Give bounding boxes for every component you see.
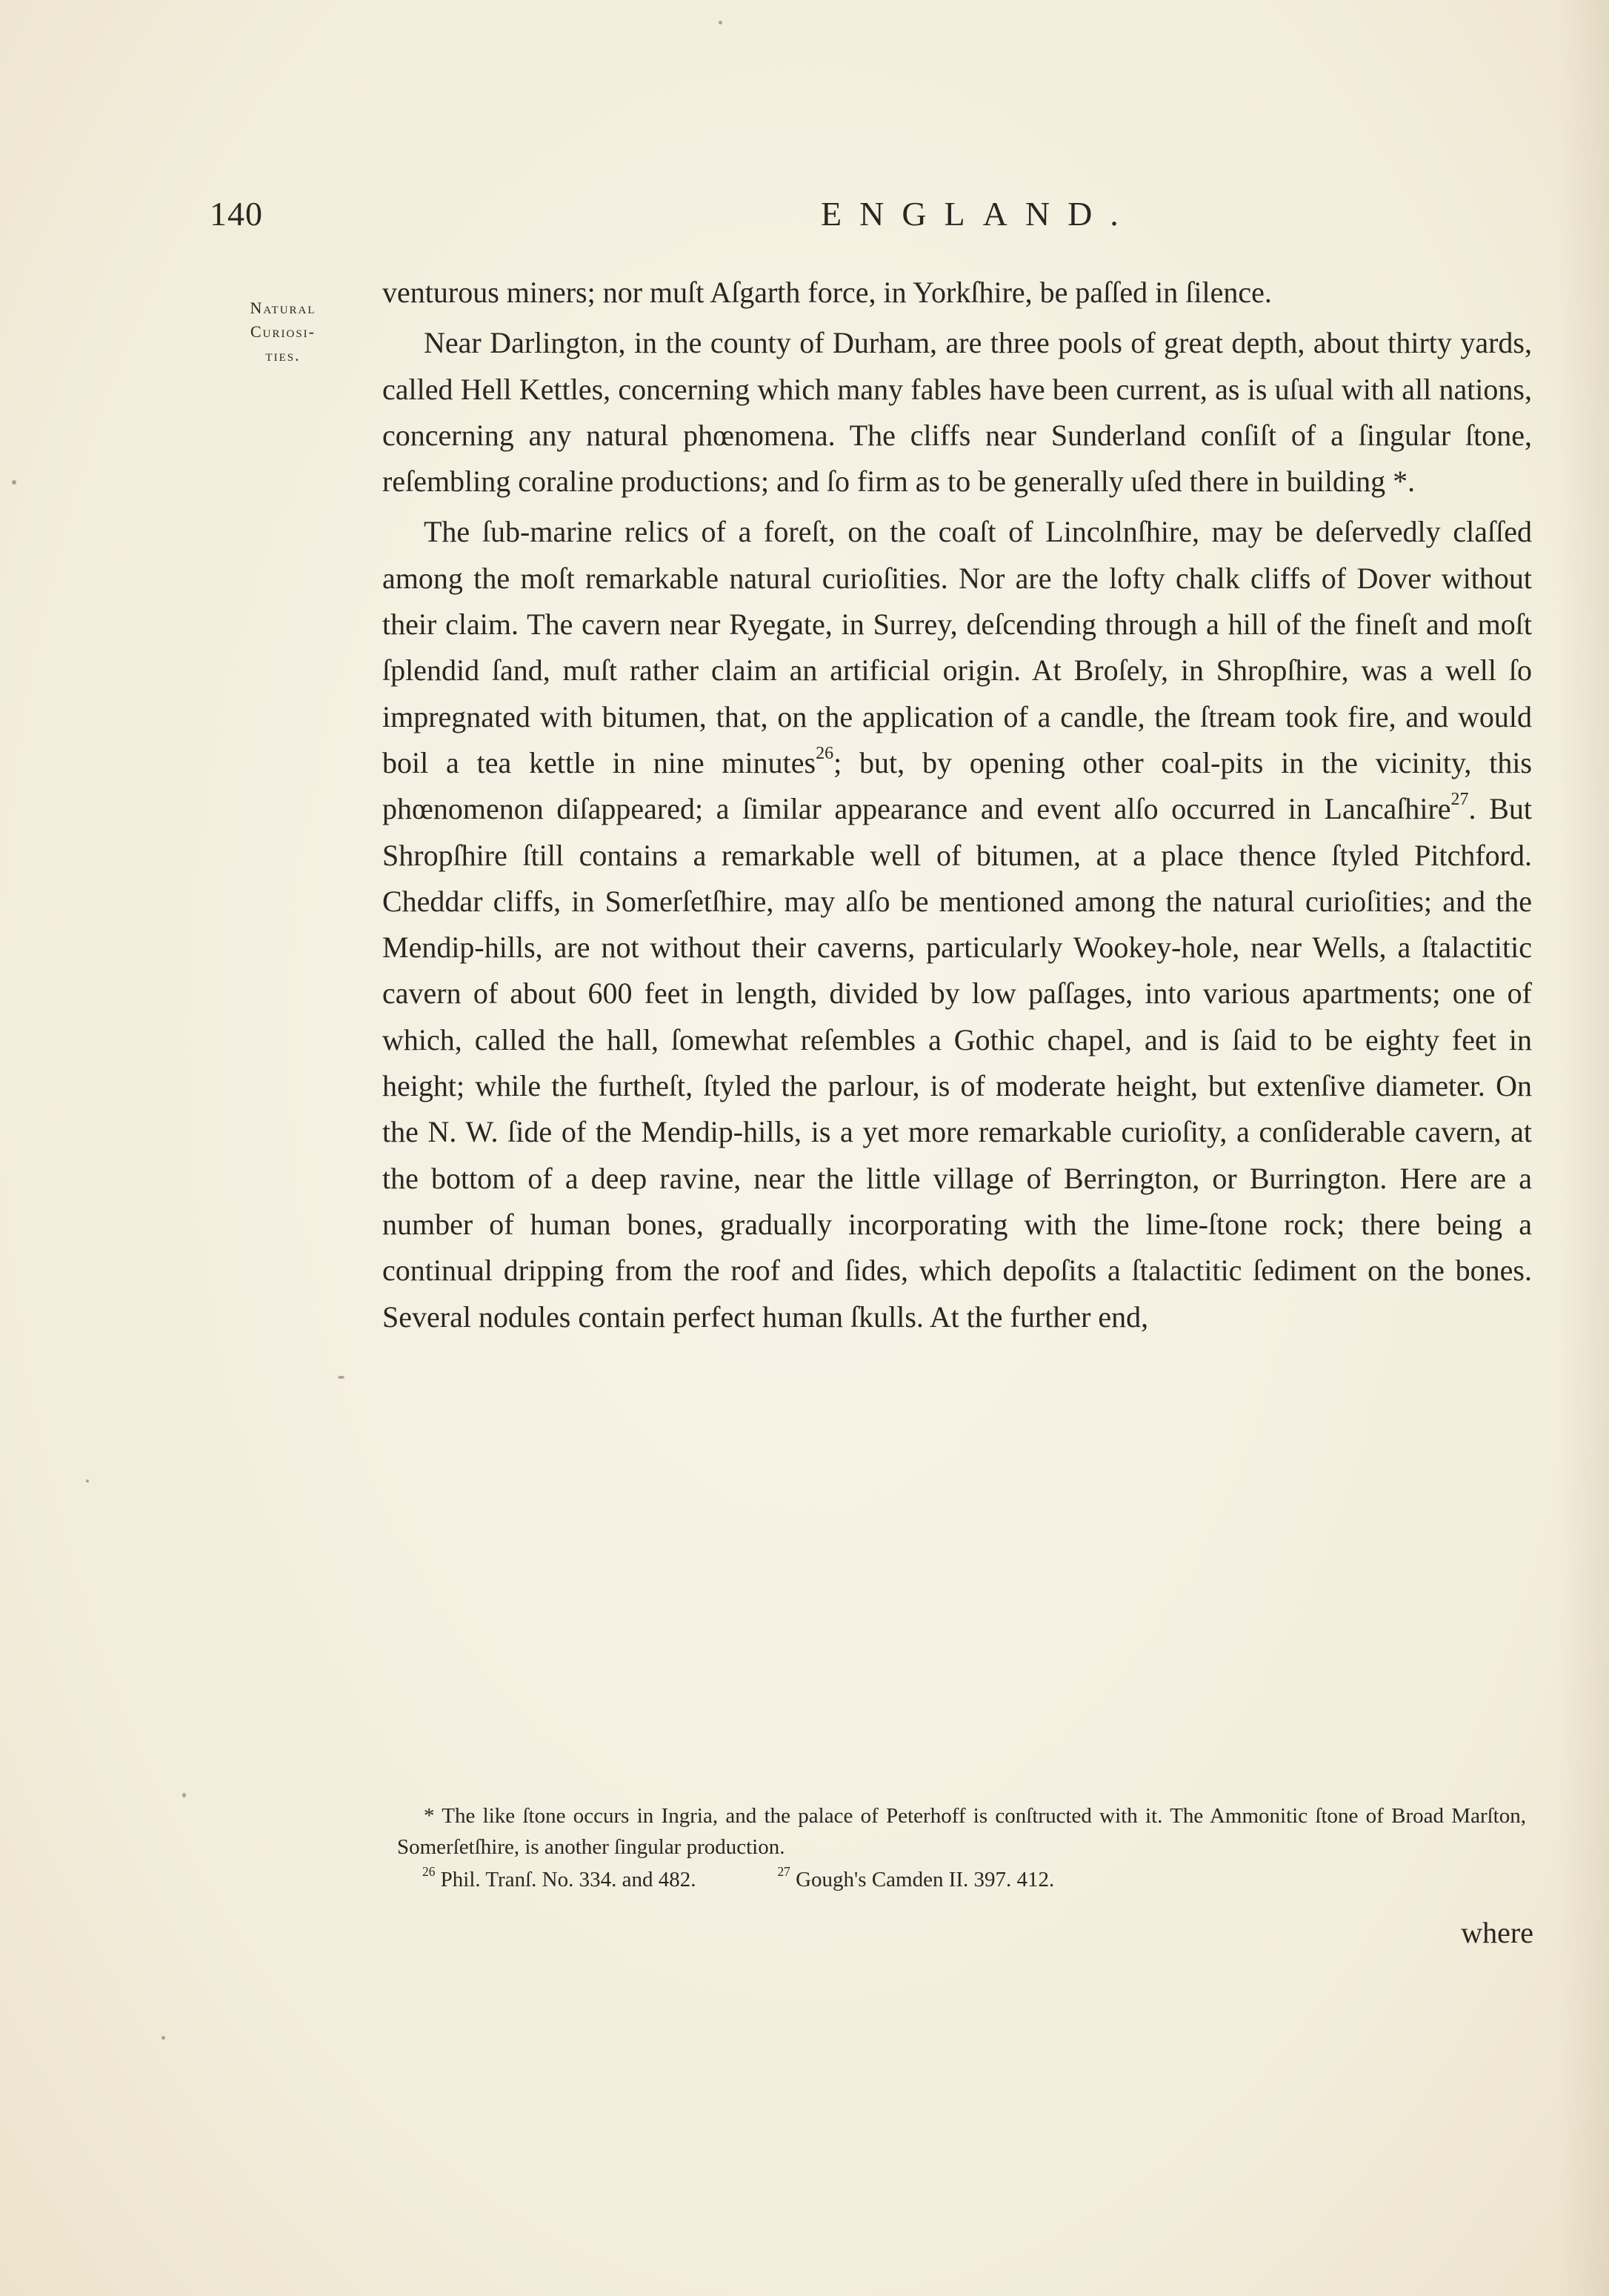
margin-note-line: Natural <box>250 299 316 317</box>
paper-speck <box>86 1480 89 1483</box>
paper-speck <box>182 1793 186 1797</box>
footnote-27 <box>777 1864 1054 1895</box>
paper-speck <box>719 21 722 24</box>
margin-note-line: Curiosi- <box>250 322 316 341</box>
paragraph-text: . But Shropſhire ſtill contains a remarkable well of bitumen, at a place thence ſtyled Pitchford. Cheddar cliffs, in Somerſetſhire, may alſo be mentioned among the natural curioſities; and the Mendip-hills, are not without their caverns, particularly Wookey-hole, near Wells, a ſtalactitic cavern of about 600 feet in length, divided by low paſſages, into various apartments; one of which, called the hall, ſomewhat reſembles a Gothic chapel, and is ſaid to be eighty feet in height; while the furtheſt, ſtyled the parlour, is of moderate height, but extenſive diameter. On the N. W. ſide of the Mendip-hills, is a yet more remarkable curioſity, a conſiderable cavern, at the bottom of a deep ravine, near the little village of Berrington, or Burrington. Here are a number of human bones, gradually incorporating with the lime-ſtone rock; there being a continual dripping from the roof and ſides, which depoſits a ſtalactitic ſediment on the bones. Several nodules contain perfect human ſkulls. At the further end, <box>382 792 1532 1334</box>
page-header <box>0 194 1609 246</box>
paper-speck <box>161 2036 165 2040</box>
footnote-text: Gough's Camden II. 397. 412. <box>790 1868 1055 1891</box>
footnote-label: 26 <box>422 1864 436 1880</box>
footnotes <box>397 1800 1526 1895</box>
margin-note-line: ties. <box>265 346 301 365</box>
paragraph-text: ; but, by opening other coal-pits in the vicinity, this phœnomenon diſappeared; a ſimilar appearance and event alſo occurred in Lancaſhire <box>382 745 1532 826</box>
paragraph-continuation: venturous miners; nor muſt Aſgarth force, in Yorkſhire, be paſſed in ſilence. <box>382 276 1272 309</box>
page-number: 140 <box>210 195 263 233</box>
footnote-ref-26: 26 <box>816 743 834 763</box>
footnote-label: 27 <box>777 1864 790 1880</box>
footnote-ref-27: 27 <box>1450 790 1469 810</box>
footnote-text: Phil. Tranſ. No. 334. and 482. <box>435 1868 696 1891</box>
paragraph-submarine-relics <box>382 509 1532 1340</box>
footnote-numbered-row <box>397 1864 1526 1895</box>
paragraph-darlington: Near Darlington, in the county of Durham, are three pools of great depth, about thirty yards, called Hell Kettles, concerning which many fables have been current, as is uſual with all nations, concerning any natural phœnomena. The cliffs near Sunderland conſiſt of a ſingular ſtone, reſembling coraline productions; and ſo firm as to be generally uſed there in building *. <box>382 326 1532 499</box>
body-text <box>382 270 1532 1340</box>
catchword: where <box>1461 1916 1533 1949</box>
footnote-26 <box>422 1864 696 1895</box>
paper-speck <box>338 1376 344 1379</box>
paper-speck <box>12 480 16 485</box>
paragraph-text: The ſub-marine relics of a foreſt, on the coaſt of Lincolnſhire, may be deſervedly claſſed among the moſt remarkable natural curioſities. Nor are the lofty chalk cliffs of Dover without their claim. The cavern near Ryegate, in Surrey, deſcending through a hill of the fineſt and moſt ſplendid ſand, muſt rather claim an artificial origin. At Broſely, in Shropſhire, was a well ſo impregnated with bitumen, that, on the application of a candle, the ſtream took fire, and would boil a tea kettle in nine minutes <box>382 515 1532 779</box>
running-title: ENGLAND. <box>821 195 1136 233</box>
footnote-star: * The like ſtone occurs in Ingria, and the palace of Peterhoff is conſtructed with it. The Ammonitic ſtone of Broad Marſton, Somerſetſhire, is another ſingular production. <box>397 1804 1526 1859</box>
page-edge-shadow <box>1557 0 1609 2296</box>
margin-note <box>216 296 350 367</box>
